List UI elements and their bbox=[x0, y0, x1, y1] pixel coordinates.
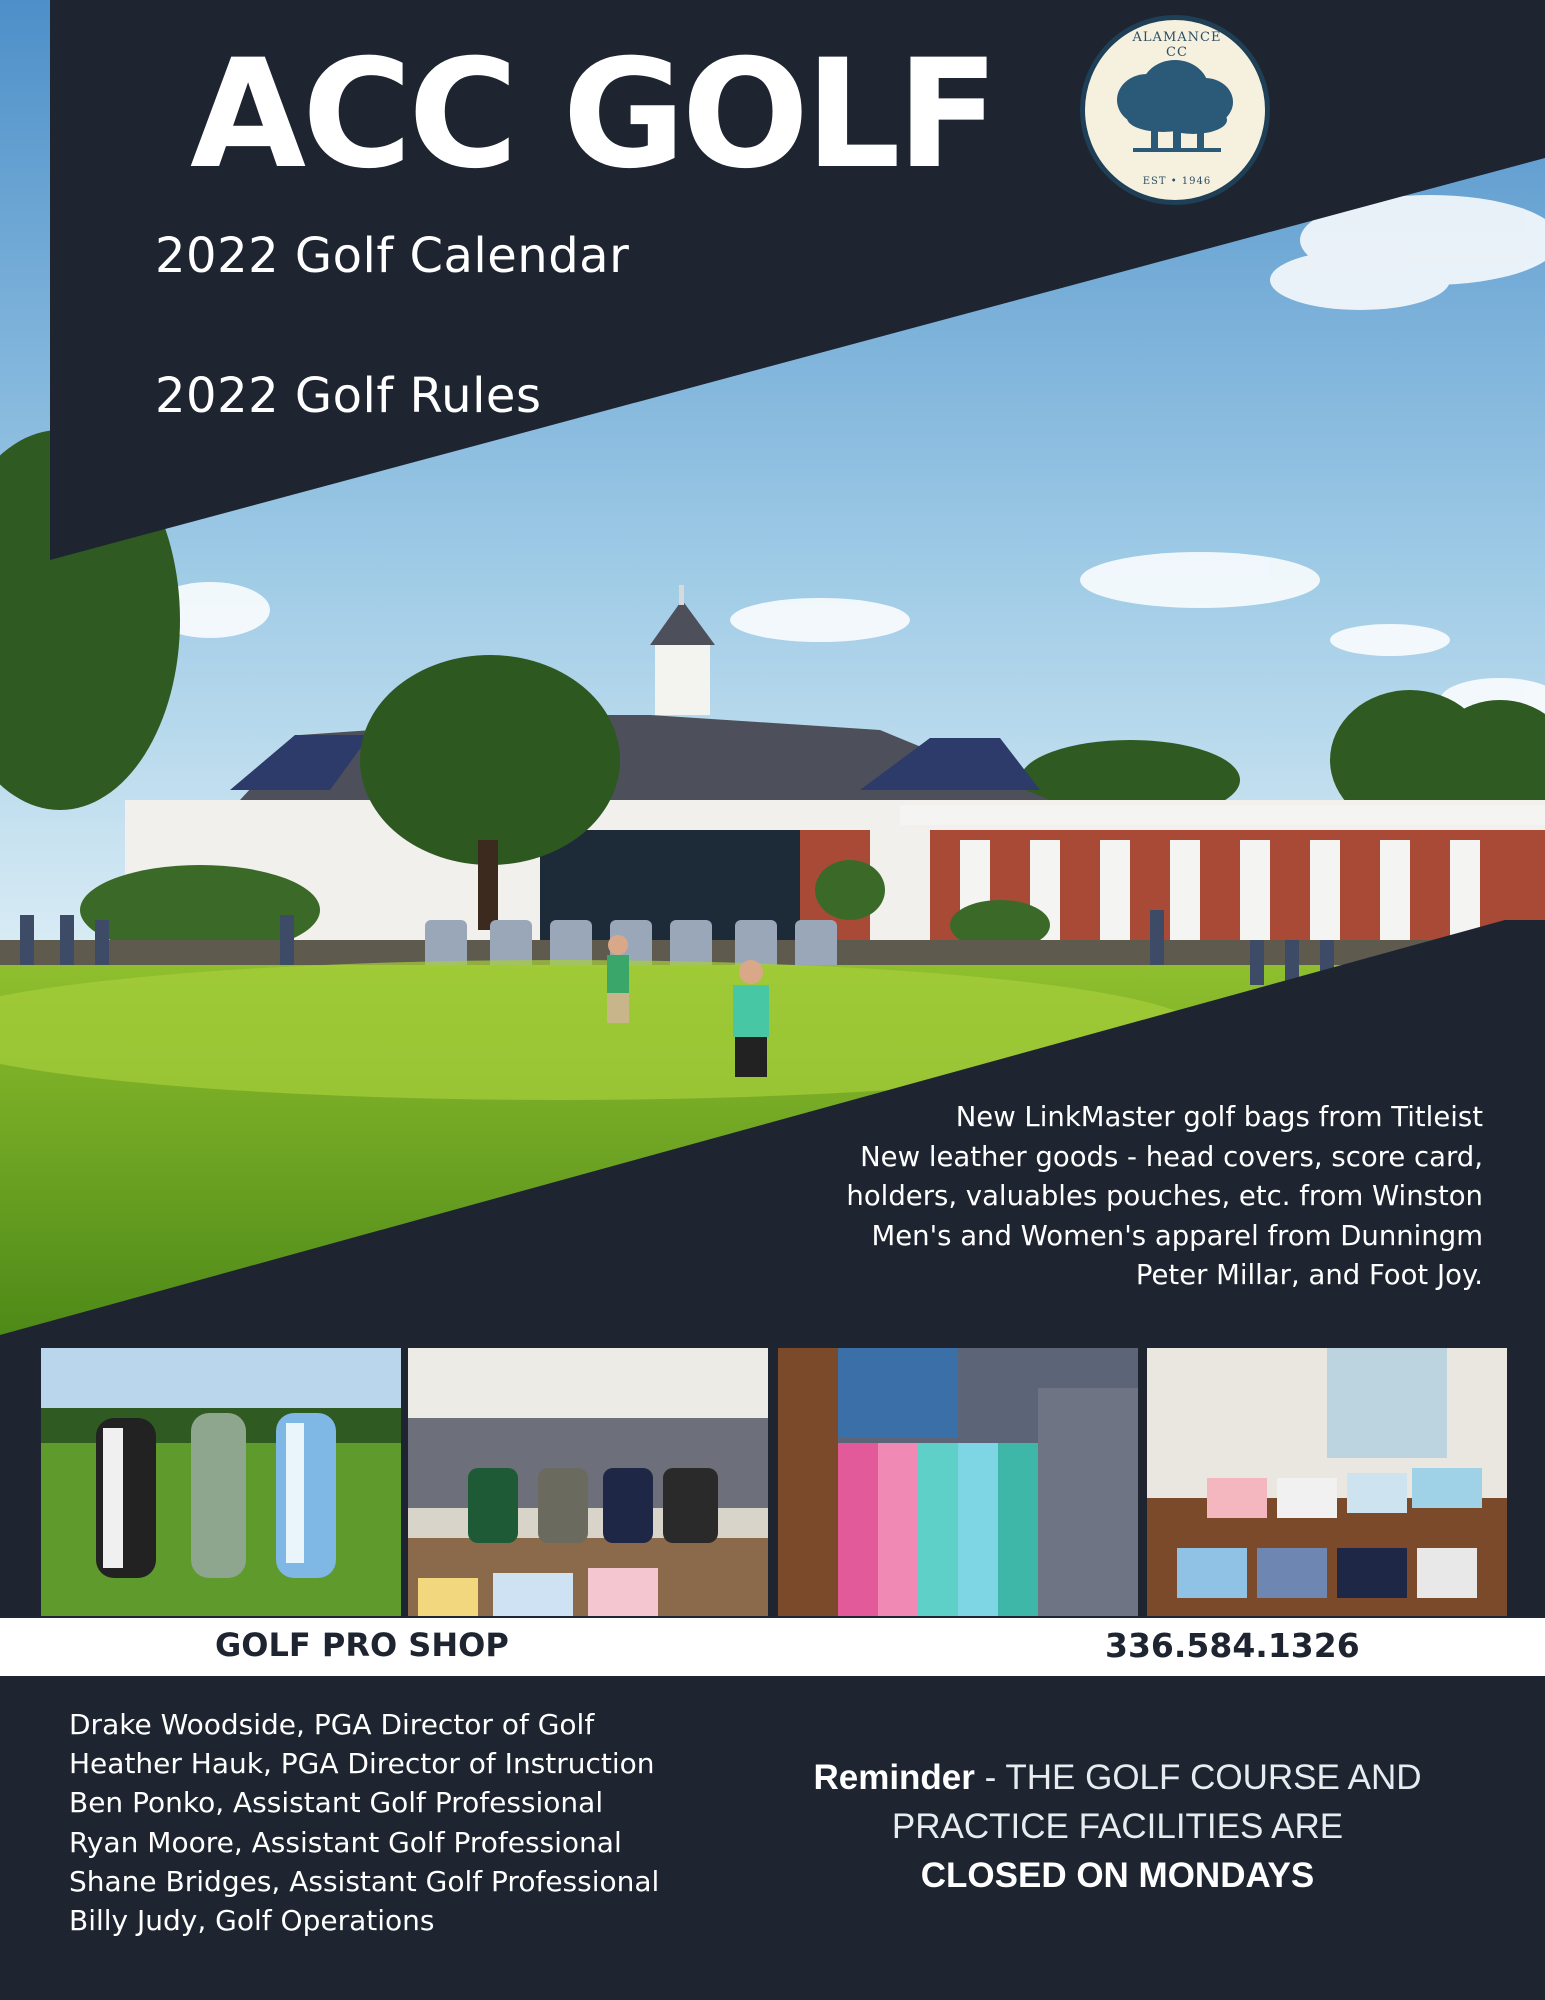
reminder-line1: THE GOLF COURSE AND bbox=[1005, 1758, 1422, 1797]
promo-line: New LinkMaster golf bags from Titleist bbox=[955, 1101, 1483, 1133]
reminder-dash: - bbox=[974, 1758, 1006, 1797]
promo-line: Men's and Women's apparel from Dunningm bbox=[871, 1219, 1483, 1252]
shirts-table-photo bbox=[1147, 1348, 1507, 1616]
golf-bags-photo bbox=[41, 1348, 401, 1616]
logo-club-name: ALAMANCE CC bbox=[1132, 30, 1222, 60]
staff-member: Billy Judy, Golf Operations bbox=[69, 1904, 435, 1938]
logo-established: EST • 1946 bbox=[1142, 176, 1212, 187]
page-title: ACC GOLF bbox=[190, 28, 996, 202]
staff-member: Ryan Moore, Assistant Golf Professional bbox=[69, 1825, 622, 1859]
reminder-line2: PRACTICE FACILITIES ARE bbox=[891, 1807, 1344, 1846]
staff-member: Ben Ponko, Assistant Golf Professional bbox=[69, 1786, 604, 1820]
staff-member: Drake Woodside, PGA Director of Golf bbox=[69, 1708, 595, 1741]
staff-list bbox=[69, 1705, 659, 1940]
golf-rules-link[interactable]: 2022 Golf Rules bbox=[155, 368, 542, 424]
staff-member: Shane Bridges, Assistant Golf Professional bbox=[69, 1864, 660, 1898]
promo-line: holders, valuables pouches, etc. from Winston bbox=[846, 1180, 1483, 1212]
golf-calendar-link[interactable]: 2022 Golf Calendar bbox=[155, 228, 630, 284]
promo-line: Peter Millar, and Foot Joy. bbox=[1135, 1259, 1483, 1291]
staff-member: Heather Hauk, PGA Director of Instruction bbox=[69, 1747, 655, 1781]
leather-goods-photo bbox=[408, 1348, 768, 1616]
apparel-rack-photo bbox=[778, 1348, 1138, 1616]
reminder-notice bbox=[790, 1753, 1445, 1900]
pro-shop-label: GOLF PRO SHOP bbox=[215, 1626, 509, 1664]
pro-shop-phone[interactable]: 336.584.1326 bbox=[1105, 1626, 1360, 1665]
promo-line: New leather goods - head covers, score card, bbox=[860, 1140, 1483, 1173]
reminder-lead: Reminder bbox=[813, 1758, 975, 1797]
reminder-emphasis: CLOSED ON MONDAYS bbox=[920, 1856, 1315, 1895]
promo-text bbox=[846, 1098, 1483, 1296]
